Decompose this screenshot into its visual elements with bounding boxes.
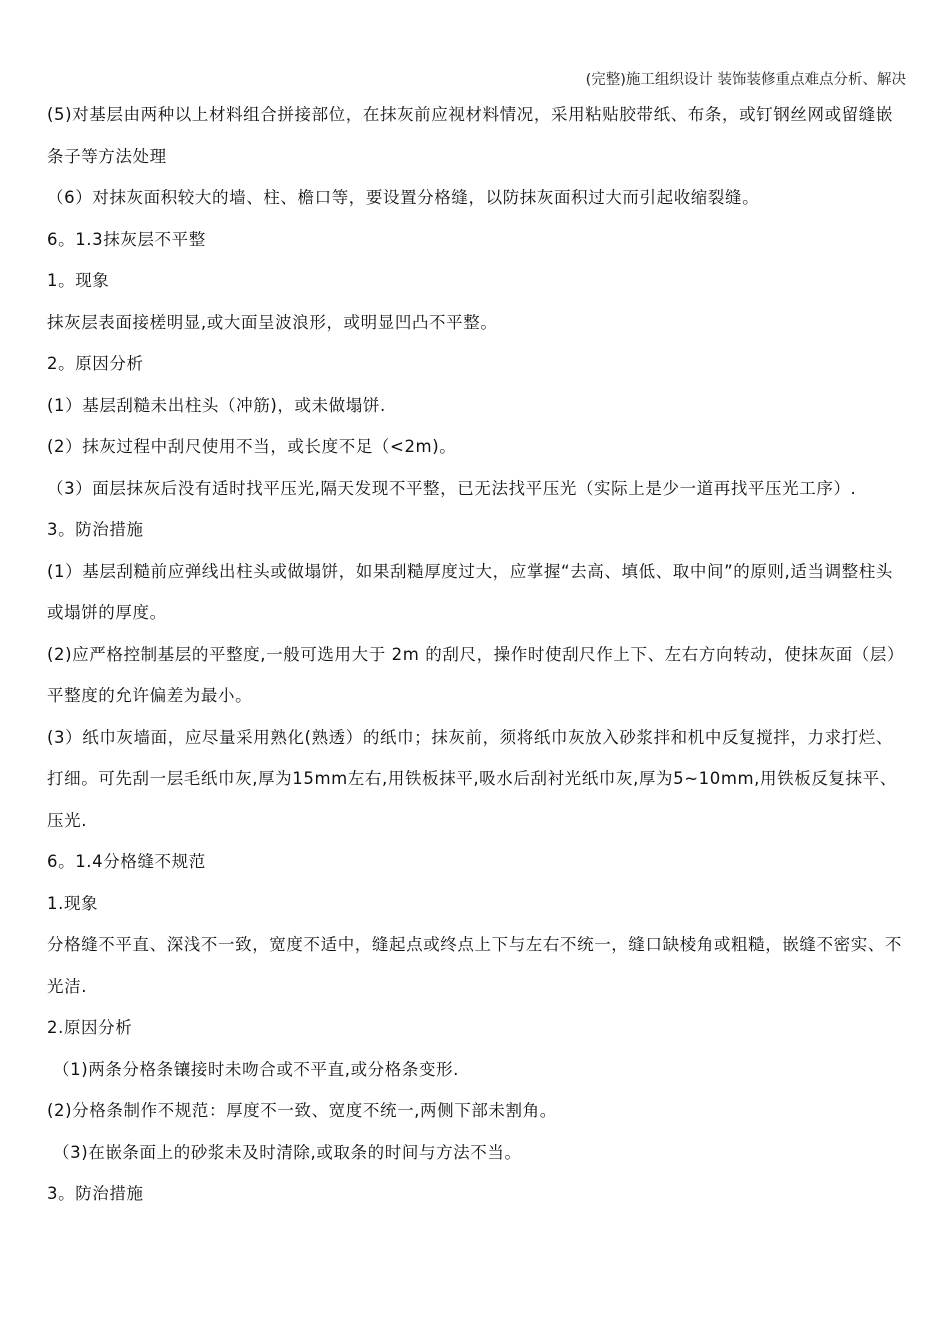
document-header: (完整)施工组织设计 装饰装修重点难点分析、解决 [585,72,906,88]
subheading-phenomenon-2: 1.现象 [47,893,99,913]
prevention-item-2: (2)应严格控制基层的平整度,一般可选用大于 2m 的刮尺，操作时使刮尺作上下、左右方向转动，使抹灰面（层）平整度的允许偏差为最小。 [47,644,905,705]
section-heading-6-1-4: 6。1.4分格缝不规范 [47,852,206,871]
paragraph-item-6: （6）对抹灰面积较大的墙、柱、檐口等，要设置分格缝，以防抹灰面积过大而引起收缩裂缝。 [47,188,760,207]
paragraph-phenomenon: 抹灰层表面接槎明显,或大面呈波浪形，或明显凹凸不平整。 [47,312,498,332]
paragraph-item-5: (5)对基层由两种以上材料组合拼接部位，在抹灰前应视材料情况，采用粘贴胶带纸、布条，或钉钢丝网或留缝嵌条子等方法处理 [47,105,893,166]
prevention-item-3: (3）纸巾灰墙面，应尽量采用熟化(熟透）的纸巾；抹灰前，须将纸巾灰放入砂浆拌和机中反复搅拌，力求打烂、打细。可先刮一层毛纸巾灰,厚为15mm左右,用铁板抹平,吸水后刮衬光纸巾灰,厚为5~10mm,用铁板反复抹平、压光. [47,727,897,830]
cause-item-1: (1）基层刮糙未出柱头（冲筋)，或未做塌饼. [47,395,386,415]
cause-item-2: (2）抹灰过程中刮尺使用不当，或长度不足（<2m)。 [47,437,457,456]
cause-item-3b: （3)在嵌条面上的砂浆未及时清除,或取条的时间与方法不当。 [53,1142,522,1162]
paragraph-phenomenon-2: 分格缝不平直、深浅不一致，宽度不适中，缝起点或终点上下与左右不统一，缝口缺棱角或粗糙，嵌缝不密实、不光洁. [47,935,902,996]
document-body [47,94,909,1215]
subheading-prevention-2: 3。防治措施 [47,1184,144,1203]
subheading-cause-analysis-2: 2.原因分析 [47,1018,133,1037]
subheading-cause-analysis: 2。原因分析 [47,354,144,373]
subheading-prevention: 3。防治措施 [47,520,144,539]
subheading-phenomenon: 1。现象 [47,271,110,290]
cause-item-2b: (2)分格条制作不规范：厚度不一致、宽度不统一,两侧下部未割角。 [47,1101,557,1120]
prevention-item-1: (1）基层刮糙前应弹线出柱头或做塌饼，如果刮糙厚度过大，应掌握“去高、填低、取中间”的原则,适当调整柱头或塌饼的厚度。 [47,561,893,622]
section-heading-6-1-3: 6。1.3抹灰层不平整 [47,229,206,249]
cause-item-3: （3）面层抹灰后没有适时找平压光,隔天发现不平整，已无法找平压光（实际上是少一道再找平压光工序）. [47,478,857,498]
cause-item-1b: （1)两条分格条镶接时未吻合或不平直,或分格条变形. [53,1059,460,1079]
